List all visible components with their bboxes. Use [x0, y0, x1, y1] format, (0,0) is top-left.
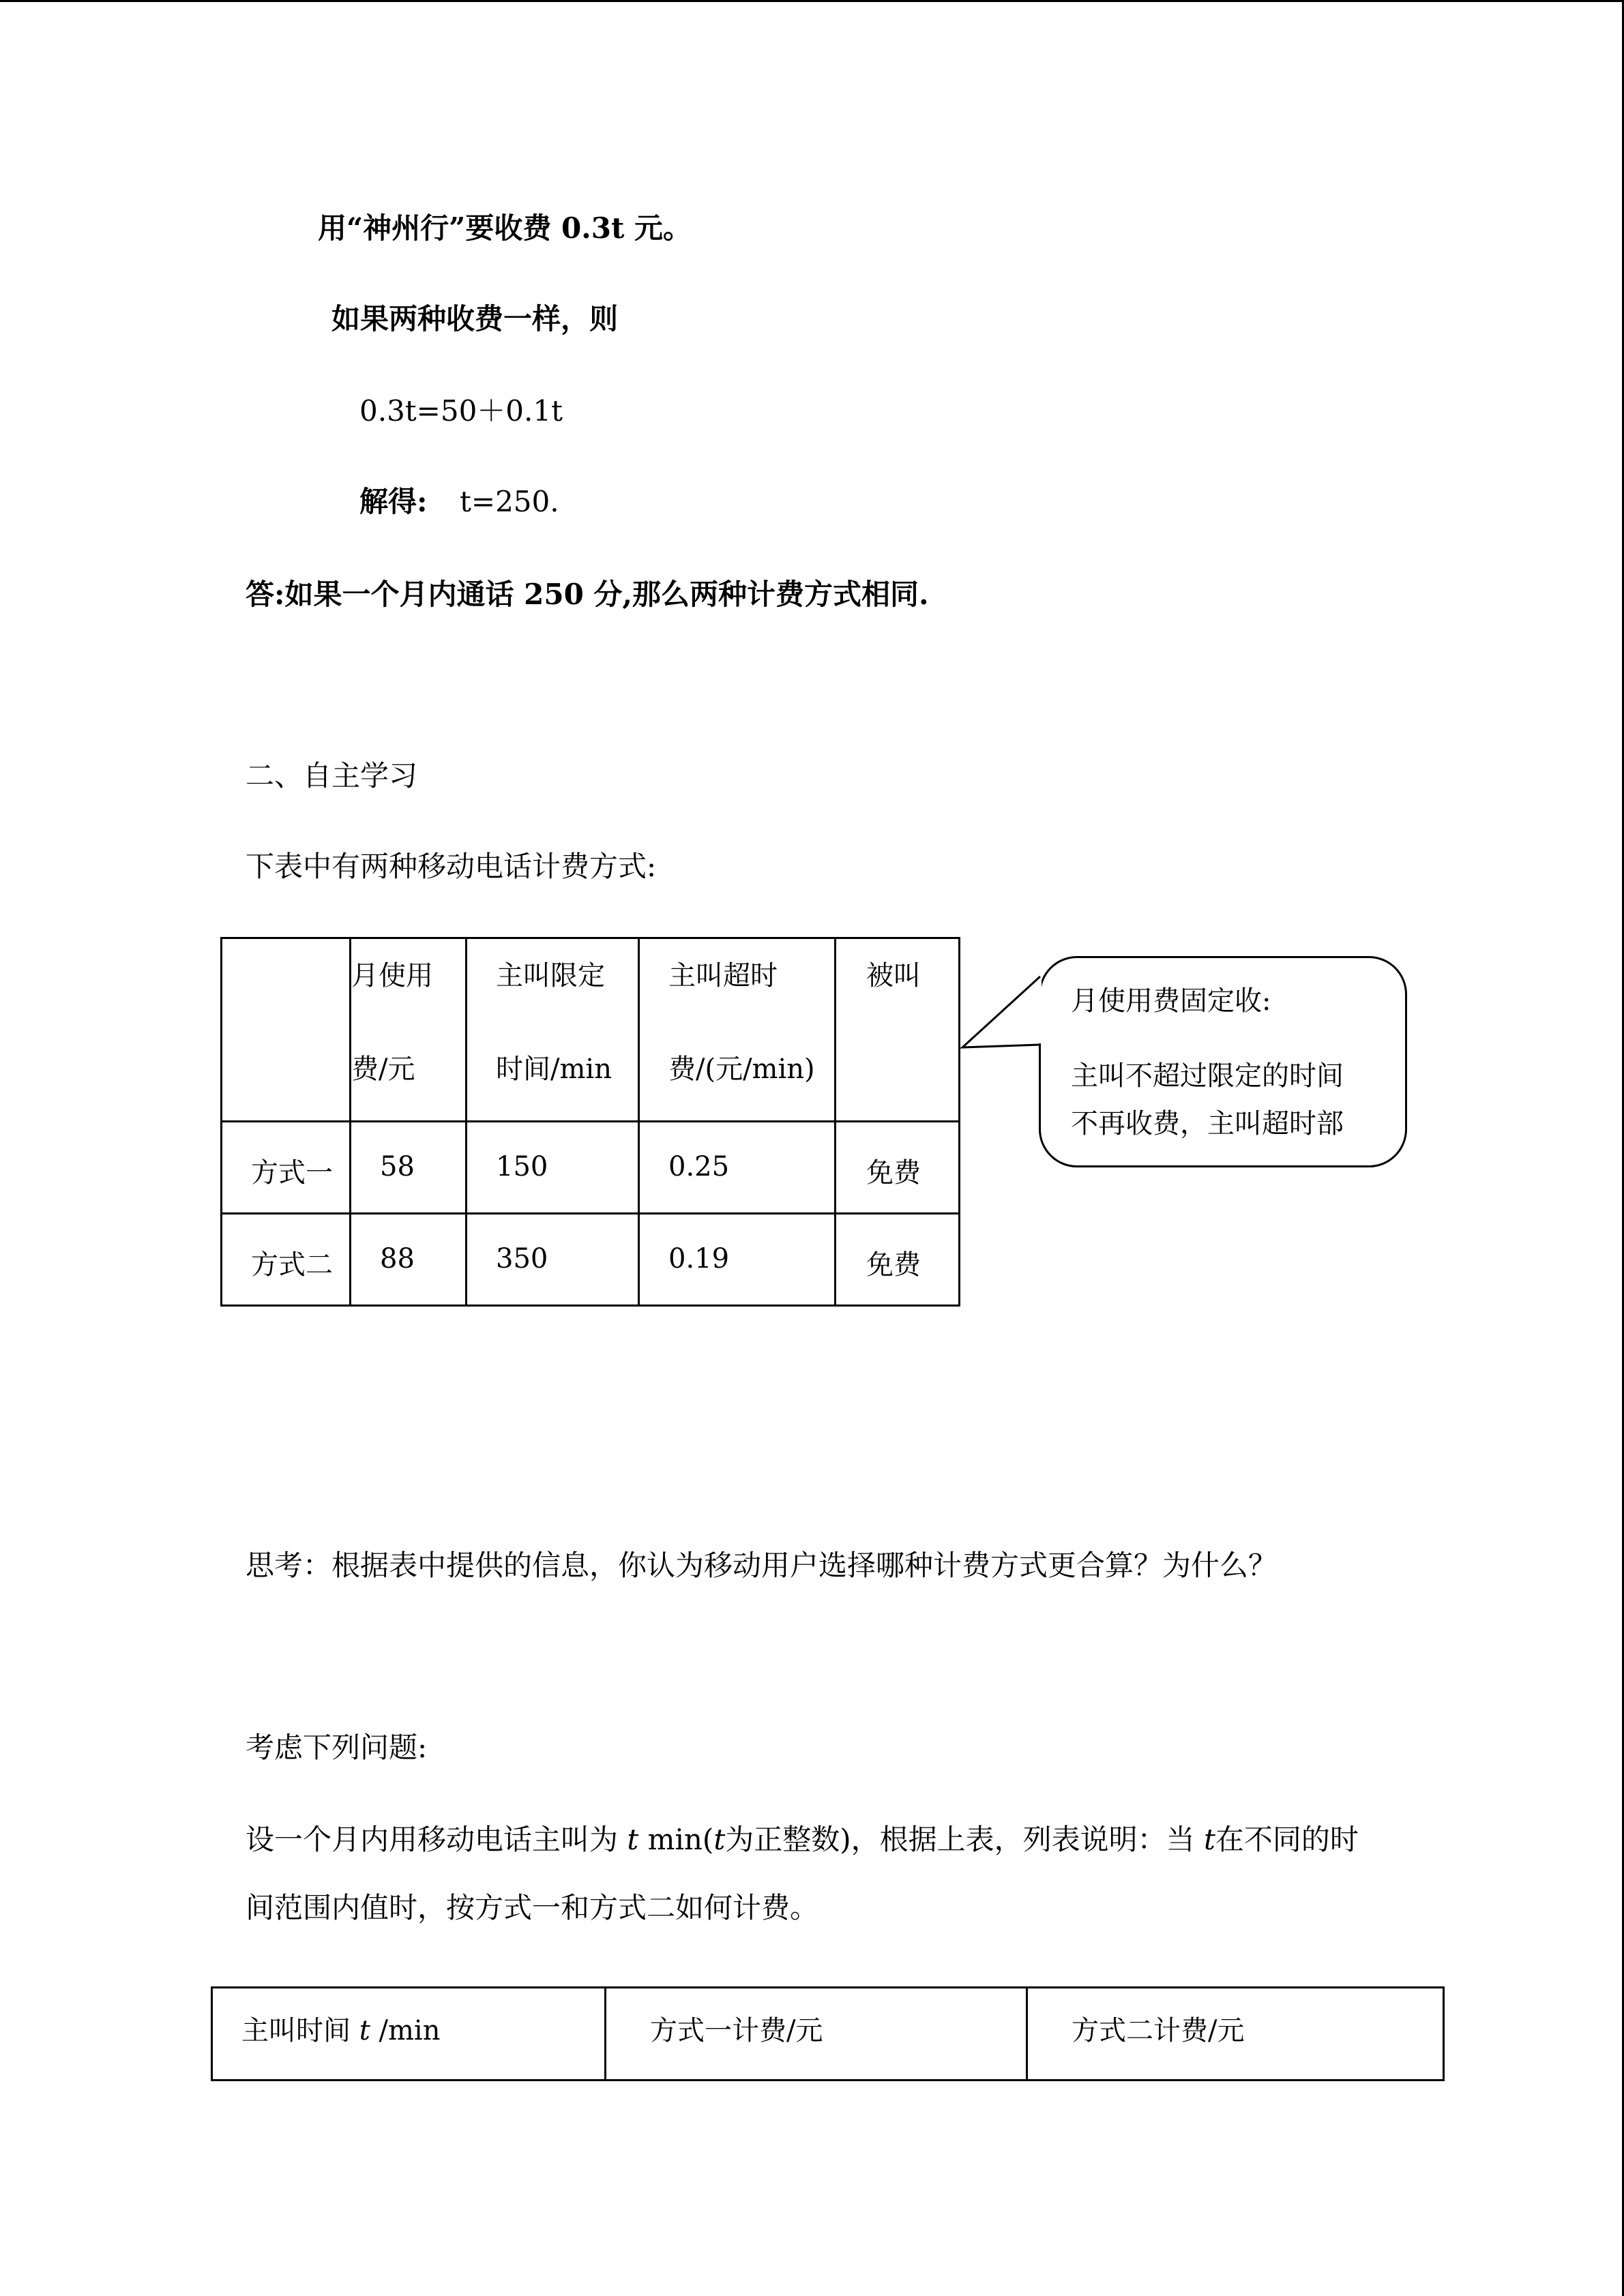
header-cell-fee — [351, 938, 467, 1122]
solve-label: 解得: — [359, 485, 428, 518]
header-cell-overtime — [639, 938, 836, 1122]
page-top-border — [0, 0, 1624, 2]
row2-fee: 88 — [351, 1214, 467, 1306]
think-question: 思考：根据表中提供的信息，你认为移动用户选择哪种计费方式更合算？为什么？ — [246, 1549, 1278, 1582]
fee-table — [220, 937, 960, 1307]
header-limit-line2: 时间/min — [496, 1054, 612, 1085]
header-cell-plan2: 方式二计费/元 — [1027, 1988, 1444, 2081]
header-cell-plan1: 方式一计费/元 — [606, 1988, 1027, 2081]
pricing-table — [211, 1986, 1445, 2081]
row2-limit: 350 — [467, 1214, 639, 1306]
callout-line-1: 月使用费固定收: — [1071, 985, 1271, 1017]
callout-line-2: 主叫不超过限定的时间 — [1071, 1060, 1344, 1092]
header-called-line1: 被叫 — [866, 960, 921, 992]
header-cell-called — [836, 938, 960, 1122]
solve-value: t=250. — [460, 485, 559, 518]
header-cell-call-time: 主叫时间 t /min — [212, 1988, 606, 2081]
callout-line-3: 不再收费，主叫超时部 — [1071, 1108, 1344, 1139]
row1-limit: 150 — [467, 1122, 639, 1214]
equation: 0.3t=50＋0.1t — [359, 394, 563, 428]
row2-name: 方式二 — [222, 1214, 351, 1306]
table-row — [222, 1122, 960, 1214]
callout-pointer — [958, 955, 1047, 1050]
solution-line-2: 如果两种收费一样，则 — [331, 302, 619, 336]
pricing-table-header-row — [212, 1988, 1444, 2081]
answer-line: 答:如果一个月内通话 250 分,那么两种计费方式相同. — [246, 578, 929, 611]
row1-fee: 58 — [351, 1122, 467, 1214]
consider-question-line-2: 间范围内值时，按方式一和方式二如何计费。 — [246, 1891, 819, 1924]
row2-overtime: 0.19 — [639, 1214, 836, 1306]
header-fee-line2: 费/元 — [351, 1054, 415, 1085]
fee-table-header-row — [222, 938, 960, 1122]
table-row — [222, 1214, 960, 1306]
header-overtime-line2: 费/(元/min) — [668, 1054, 815, 1085]
solution-line-1: 用“神州行”要收费 0.3t 元。 — [318, 211, 692, 245]
header-overtime-line1: 主叫超时 — [668, 960, 778, 992]
consider-heading: 考虑下列问题: — [246, 1731, 428, 1764]
row2-called: 免费 — [836, 1214, 960, 1306]
header-cell-limit — [467, 938, 639, 1122]
section-heading: 二、自主学习 — [246, 759, 418, 792]
row1-overtime: 0.25 — [639, 1122, 836, 1214]
header-fee-line1: 月使用 — [351, 960, 433, 992]
row1-called: 免费 — [836, 1122, 960, 1214]
section-intro: 下表中有两种移动电话计费方式: — [246, 850, 657, 883]
row1-name: 方式一 — [222, 1122, 351, 1214]
header-cell-empty — [222, 938, 351, 1122]
header-limit-line1: 主叫限定 — [496, 960, 605, 992]
consider-question-line-1: 设一个月内用移动电话主叫为 t min(t为正整数)，根据上表，列表说明：当 t在不同的时 — [246, 1823, 1359, 1856]
